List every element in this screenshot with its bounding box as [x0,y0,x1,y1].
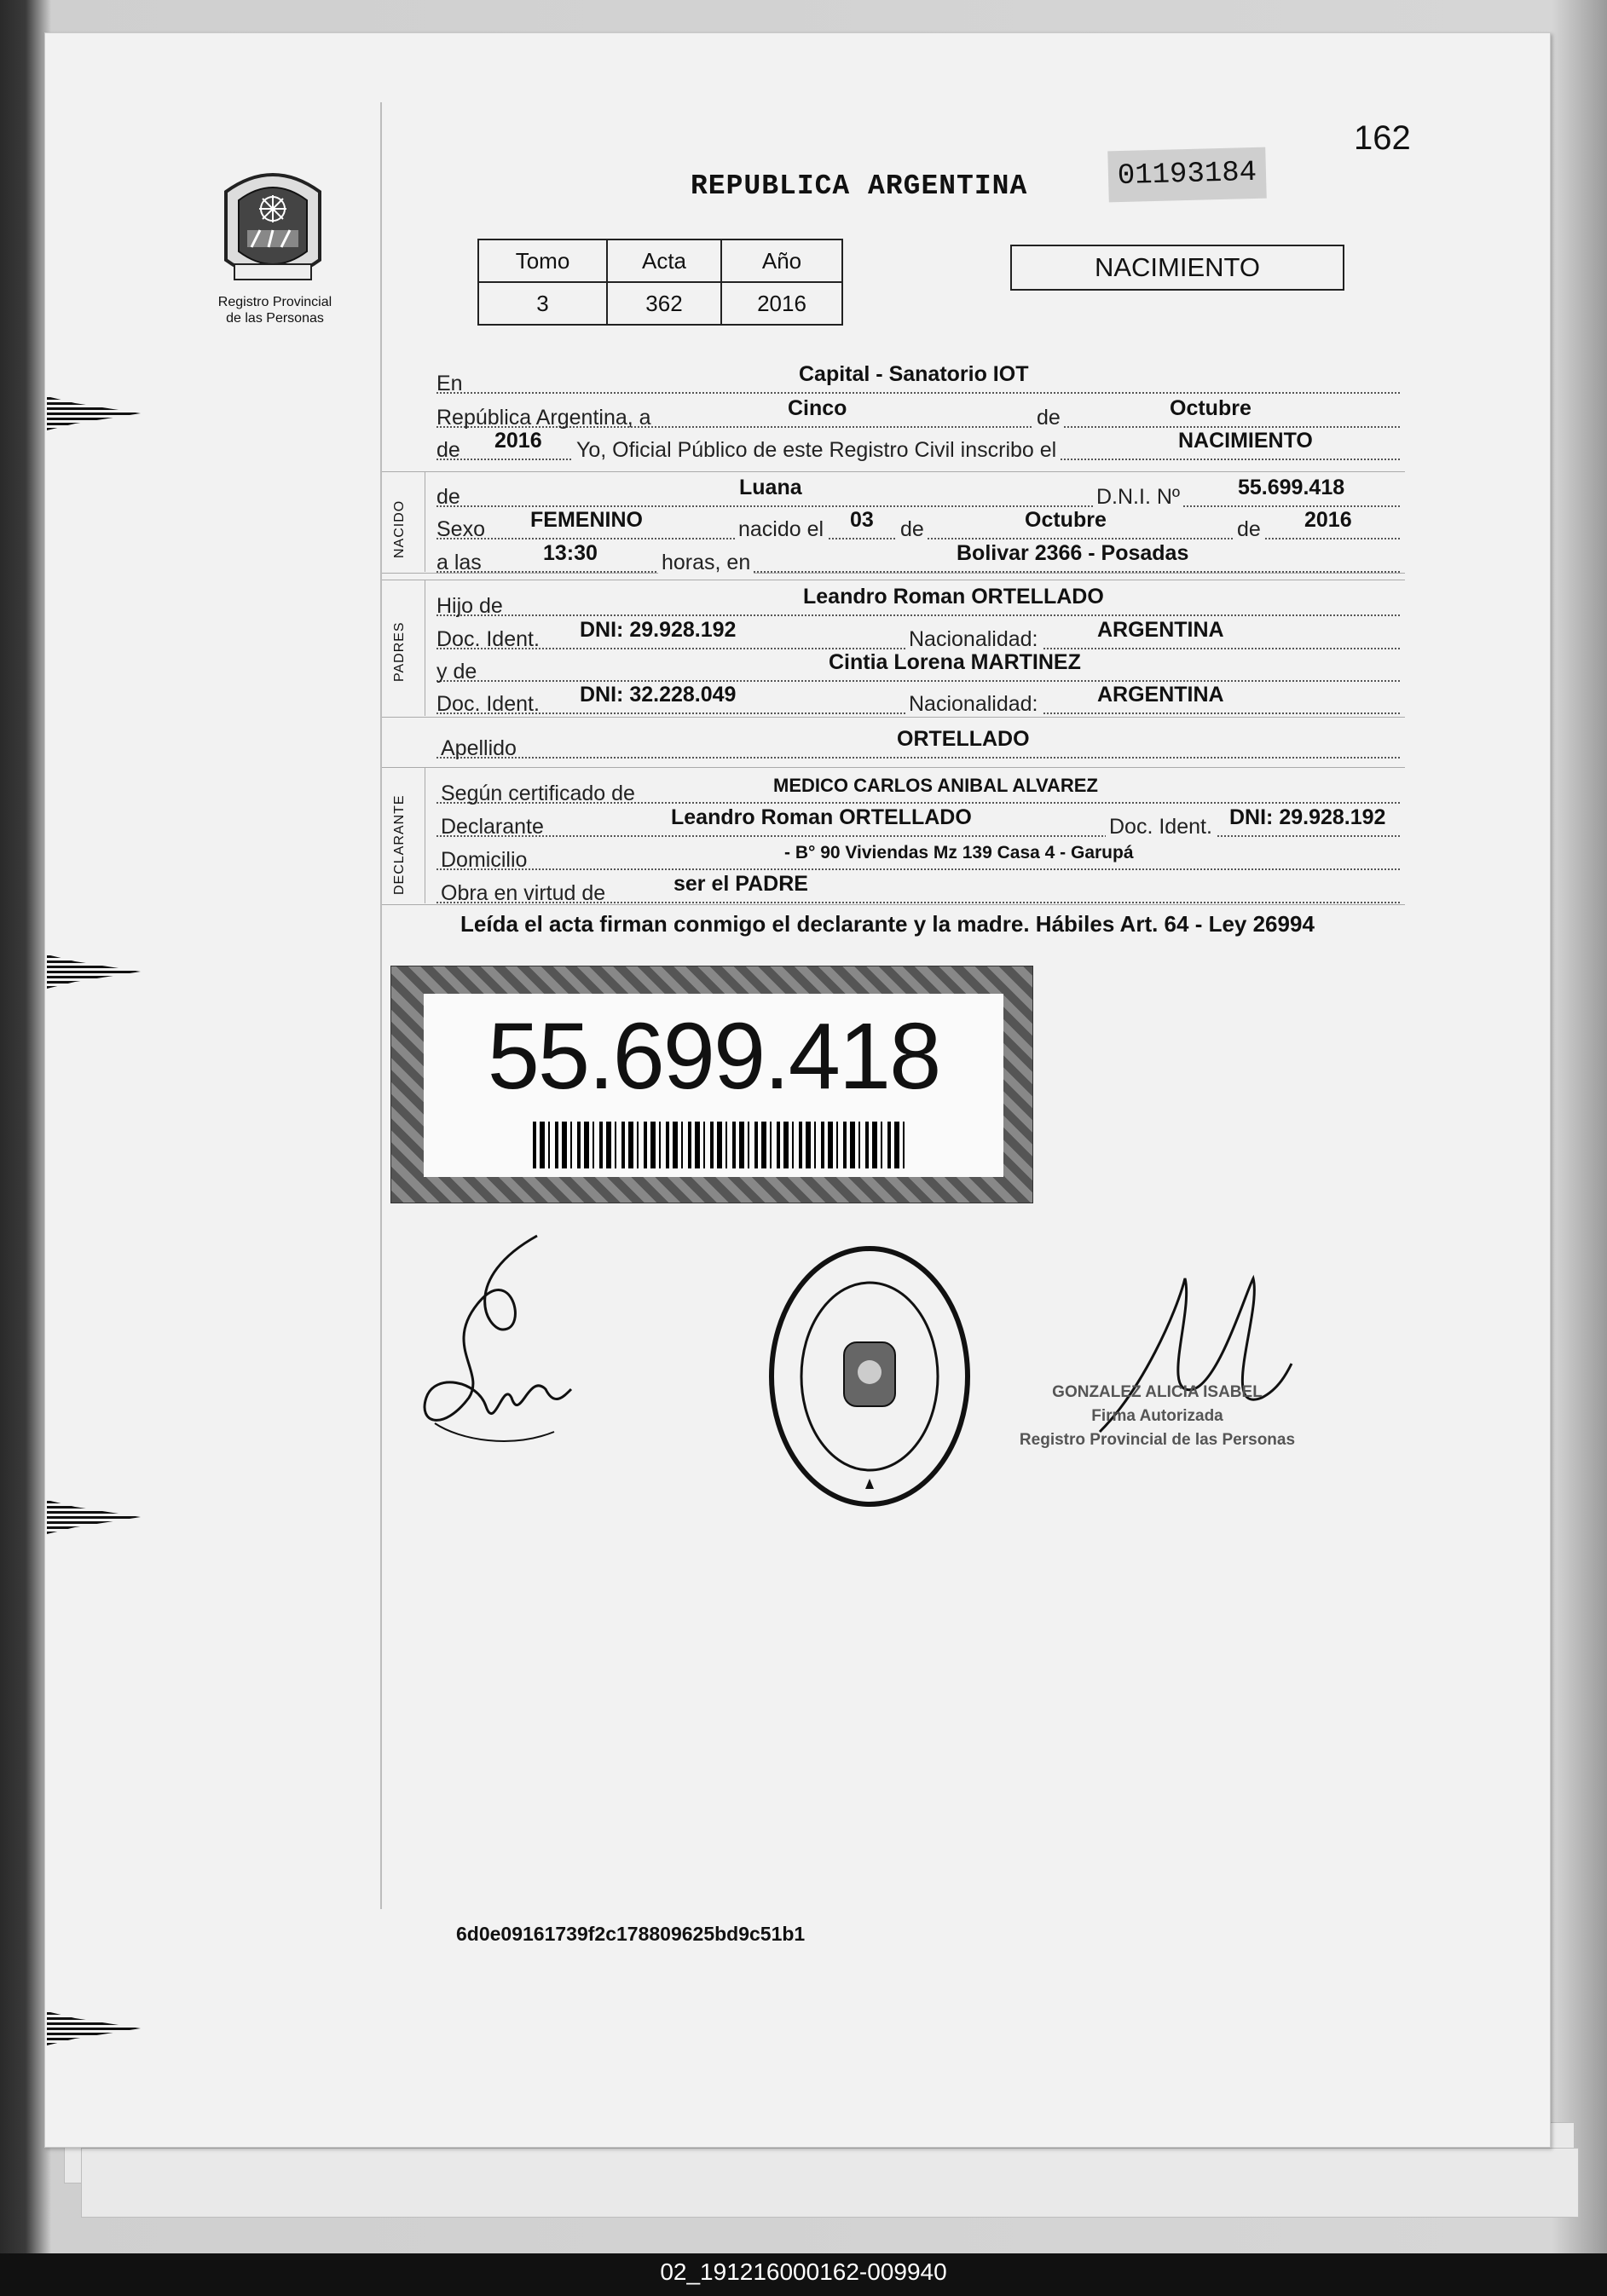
logo-caption-line2: de las Personas [226,311,324,326]
province-emblem-icon [209,158,337,294]
value-ano: 2016 [721,282,842,325]
header-acta: Acta [607,239,721,282]
section-label-declarante: DECLARANTE [392,794,407,895]
value-father: Leandro Roman ORTELLADO [803,585,1104,609]
barcode-icon [533,1122,908,1168]
page-number: 162 [1354,119,1411,157]
label-apellido: Apellido [441,736,517,760]
value-record-word: NACIMIENTO [1178,429,1313,453]
stamp-line1: GONZALEZ ALICIA ISABEL [1052,1383,1263,1401]
value-mother: Cintia Lorena MARTINEZ [829,650,1081,674]
label-declarante: Declarante [441,815,544,839]
value-sexo: FEMENINO [530,508,643,532]
header-tomo: Tomo [478,239,607,282]
value-declarante-doc: DNI: 29.928.192 [1229,805,1386,829]
line-en [436,360,1400,394]
register-table [477,239,843,326]
value-certificate: MEDICO CARLOS ANIBAL ALVAREZ [773,775,1098,796]
label-horas: horas, en [658,551,754,575]
section-label-nacido: NACIDO [392,499,407,558]
line-padre-doc [436,615,1400,649]
label-de2: de [436,438,460,462]
value-birth-month: Octubre [1025,508,1107,532]
line-apellido [436,724,1400,759]
line-declarante [436,803,1400,837]
label-dni: D.N.I. Nº [1093,485,1183,510]
value-time: 13:30 [543,541,598,565]
underlying-sheet [81,2148,1579,2218]
label-doc-ident: Doc. Ident. [1106,815,1216,839]
label-doc-ident: Doc. Ident. [436,692,540,716]
header-ano: Año [721,239,842,282]
signature-left [409,1227,580,1474]
line-year [436,426,1400,460]
value-mother-nat: ARGENTINA [1097,683,1224,707]
label-obra: Obra en virtud de [441,881,606,905]
label-nacionalidad: Nacionalidad: [905,692,1042,717]
stamp-line2: Firma Autorizada [1091,1407,1223,1425]
value-tomo: 3 [478,282,607,325]
value-domicilio: - B° 90 Viviendas Mz 139 Casa 4 - Garupá [784,843,1134,862]
value-father-doc: DNI: 29.928.192 [580,618,737,642]
line-domicilio [436,836,1400,870]
value-dni: 55.699.418 [1238,476,1345,499]
label-segun: Según certificado de [441,782,635,805]
label-nacido-el: nacido el [735,517,827,542]
document-hash: 6d0e09161739f2c178809625bd9c51b1 [456,1923,806,1945]
label-en: En [436,372,463,395]
value-obra: ser el PADRE [673,872,808,896]
line-republica [436,394,1400,428]
dni-sticker [390,966,1033,1203]
line-nombre [436,473,1400,507]
line-hora [436,539,1400,573]
label-de: de [897,517,928,542]
official-seal-icon [763,1240,976,1513]
label-oficial: Yo, Oficial Público de este Registro Civil inscribo el [573,438,1060,463]
value-place: Capital - Sanatorio IOT [799,362,1029,386]
stamp-line3: Registro Provincial de las Personas [1019,1431,1296,1449]
label-de: de [1033,406,1064,430]
serial-number: 01193184 [1107,147,1267,203]
label-de: de [436,485,460,509]
label-domicilio: Domicilio [441,848,528,872]
line-sexo [436,505,1400,539]
value-name: Luana [739,476,802,499]
value-birth-year: 2016 [1304,508,1352,532]
line-certificado [436,770,1400,804]
label-de: de [1234,517,1264,542]
logo-caption-line1: Registro Provincial [217,295,332,309]
section-label-padres: PADRES [392,621,407,682]
value-year: 2016 [494,429,542,453]
label-nacionalidad: Nacionalidad: [905,627,1042,652]
value-mother-doc: DNI: 32.228.049 [580,683,737,707]
document-title: REPUBLICA ARGENTINA [691,170,1028,202]
line-madre-doc [436,680,1400,714]
value-month-word: Octubre [1170,396,1251,420]
line-obra [436,869,1400,903]
footer-filename: 02_191216000162-009940 [660,2259,947,2285]
label-hijo-de: Hijo de [436,594,503,618]
value-declarante: Leandro Roman ORTELLADO [671,805,972,829]
value-birthplace: Bolivar 2366 - Posadas [957,541,1189,565]
sticker-label [424,994,1003,1177]
authorized-signature-stamp [1010,1381,1304,1452]
sticker-number: 55.699.418 [487,1004,940,1109]
closing-text: Leída el acta firman conmigo el declarante y la madre. Hábiles Art. 64 - Ley 26994 [460,911,1315,937]
value-birth-day: 03 [850,508,874,532]
value-day-word: Cinco [788,396,847,420]
value-father-nat: ARGENTINA [1097,618,1224,642]
line-madre [436,648,1400,682]
margin-line [380,102,382,1909]
record-type-box: NACIMIENTO [1010,245,1344,291]
logo-caption [196,294,354,326]
line-padre [436,582,1400,616]
label-sexo: Sexo [436,517,485,541]
label-republica: República Argentina, a [436,406,651,430]
label-a-las: a las [436,551,482,574]
label-y-de: y de [436,660,477,684]
value-apellido: ORTELLADO [897,727,1030,751]
label-doc-ident: Doc. Ident. [436,627,540,651]
value-acta: 362 [607,282,721,325]
